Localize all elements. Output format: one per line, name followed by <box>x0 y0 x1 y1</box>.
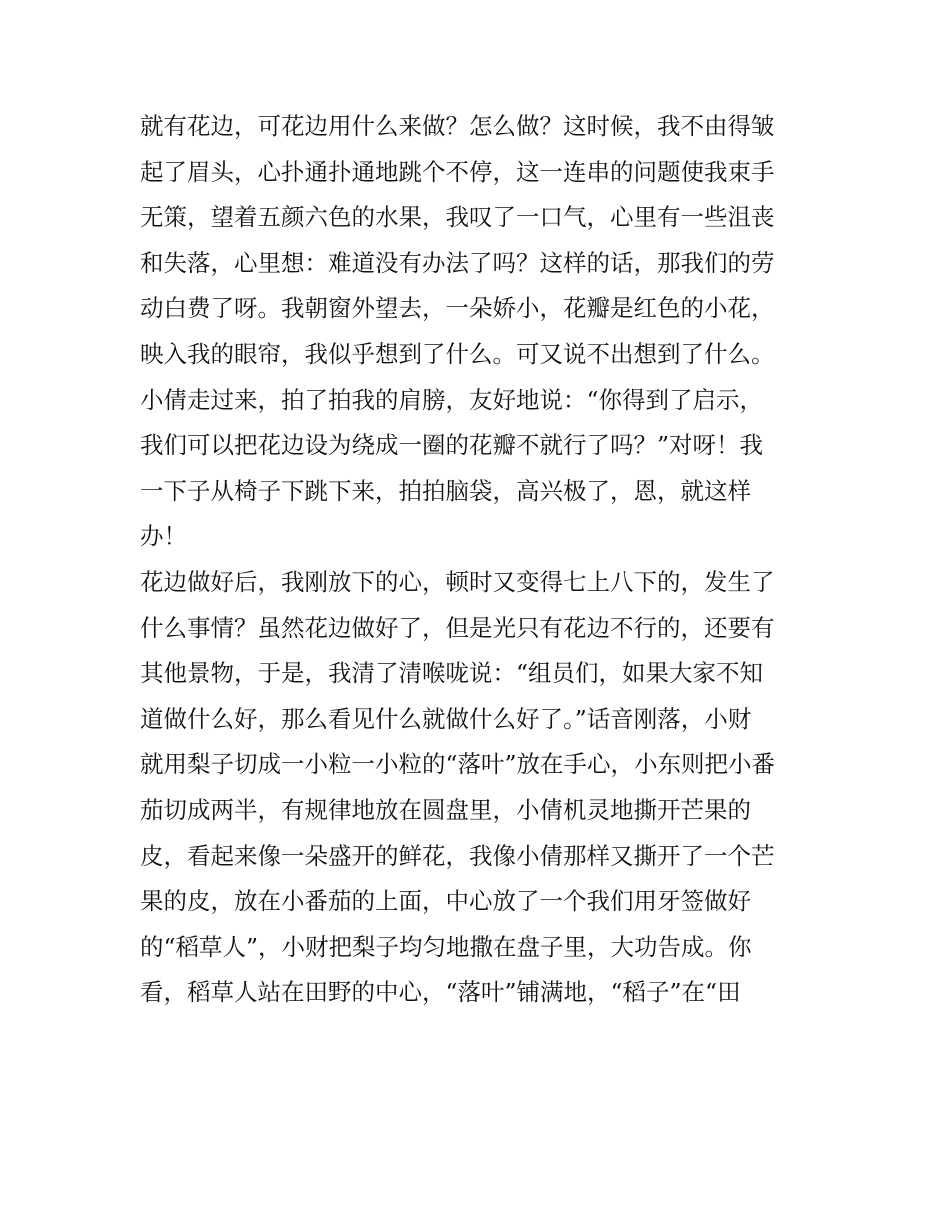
text-line: 映入我的眼帘，我似乎想到了什么。可又说不出想到了什么。 <box>140 339 775 368</box>
text-line: 其他景物，于是，我清了清喉咙说：“组员们，如果大家不知 <box>140 659 764 688</box>
text-line: 我们可以把花边设为绕成一圈的花瓣不就行了吗？”对呀！我 <box>140 431 764 460</box>
text-line: 小倩走过来，拍了拍我的肩膀，友好地说：“你得到了启示， <box>140 385 764 414</box>
text-line: 办！ <box>140 522 187 551</box>
text-line: 的“稻草人”，小财把梨子均匀地撒在盘子里，大功告成。你 <box>140 932 752 961</box>
text-line: 和失落，心里想：难道没有办法了吗？这样的话，那我们的劳 <box>140 248 775 277</box>
text-line: 花边做好后，我刚放下的心，顿时又变得七上八下的，发生了 <box>140 567 775 596</box>
text-line: 就有花边，可花边用什么来做？怎么做？这时候，我不由得皱 <box>140 112 775 140</box>
text-line: 什么事情？虽然花边做好了，但是光只有花边不行的，还要有 <box>140 613 775 642</box>
text-line: 动白费了呀。我朝窗外望去，一朵娇小，花瓣是红色的小花， <box>140 294 775 323</box>
text-line: 一下子从椅子下跳下来，拍拍脑袋，高兴极了，恩，就这样 <box>140 476 751 505</box>
text-line: 无策，望着五颜六色的水果，我叹了一口气，心里有一些沮丧 <box>140 203 775 232</box>
text-line: 就用梨子切成一小粒一小粒的“落叶”放在手心，小东则把小番 <box>140 750 776 779</box>
text-line: 茄切成两半，有规律地放在圆盘里，小倩机灵地撕开芒果的 <box>140 795 751 824</box>
text-line: 起了眉头，心扑通扑通地跳个不停，这一连串的问题使我束手 <box>140 157 775 186</box>
text-line: 道做什么好，那么看见什么就做什么好了。”话音刚落，小财 <box>140 704 752 733</box>
text-line: 果的皮，放在小番茄的上面，中心放了一个我们用牙签做好 <box>140 887 751 916</box>
text-line: 皮，看起来像一朵盛开的鲜花，我像小倩那样又撕开了一个芒 <box>140 841 775 870</box>
body-text <box>140 104 820 1016</box>
text-line: 看，稻草人站在田野的中心，“落叶”铺满地，“稻子”在“田 <box>140 978 741 1007</box>
